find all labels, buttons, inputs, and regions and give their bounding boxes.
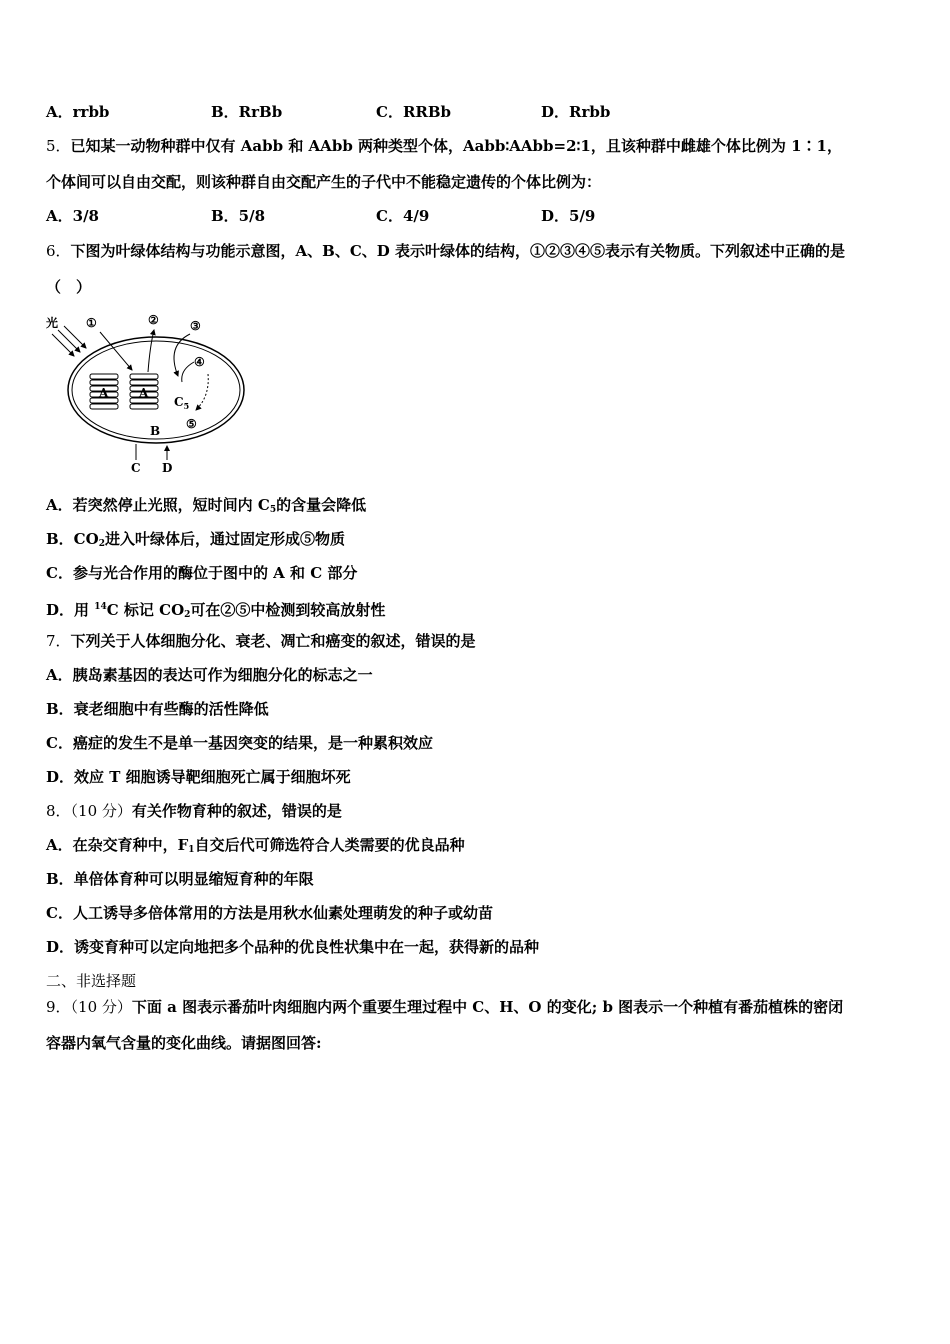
q4-option-a: A．rrbb: [46, 103, 110, 121]
q8-stem: 8．（10 分）有关作物育种的叙述，错误的是: [46, 802, 342, 820]
q9-stem-line1: 9．（10 分）下面 a 图表示番茄叶肉细胞内两个重要生理过程中 C、H、O 的变化; b 图表示一个种植有番茄植株的密闭: [46, 998, 844, 1016]
q6-stem-line2: （ ）: [46, 278, 92, 296]
q5-number: 5．: [46, 137, 71, 155]
q6-number: 6．: [46, 242, 71, 260]
q4-option-d: D．Rrbb: [541, 103, 611, 121]
stroma-label: B: [150, 424, 161, 438]
q7-stem: 7．下列关于人体细胞分化、衰老、凋亡和癌变的叙述，错误的是: [46, 632, 476, 650]
light-label: 光: [46, 316, 59, 330]
q8-option-a: A．在杂交育种中，$F_1$自交后代可筛选符合人类需要的优良品种: [46, 836, 465, 855]
q9-number: 9．（10 分）: [46, 998, 132, 1016]
q7-option-a: A．胰岛素基因的表达可作为细胞分化的标志之一: [46, 666, 373, 684]
q6-stem-text1: 下图为叶绿体结构与功能示意图，A、B、C、D 表示叶绿体的结构，①②③④⑤表示有关物质。下列叙述中正确的是: [70, 242, 846, 260]
q5-stem-text1: 已知某一动物种群中仅有 Aabb 和 AAbb 两种类型个体，Aabb∶AAbb=2∶1，且该种群中雌雄个体比例为 1∶1，: [70, 137, 842, 155]
substance-4-label: ④: [194, 355, 205, 369]
q5-option-d: D．5/9: [541, 207, 596, 225]
outer-membrane-label: D: [162, 461, 173, 475]
q5-option-c: C．4/9: [376, 207, 430, 225]
q5-option-b: B．5/8: [211, 207, 266, 225]
q8-option-c: C．人工诱导多倍体常用的方法是用秋水仙素处理萌发的种子或幼苗: [46, 904, 493, 922]
q6-option-c: C．参与光合作用的酶位于图中的 A 和 C 部分: [46, 564, 358, 582]
section-heading: 二、非选择题: [46, 972, 137, 990]
grana-label-left: A: [99, 386, 109, 400]
substance-2-label: ②: [148, 313, 159, 327]
q4-option-c: C．RRBb: [376, 103, 452, 121]
q7-option-c: C．癌症的发生不是单一基因突变的结果，是一种累积效应: [46, 734, 433, 752]
q5-stem-line2: 个体间可以自由交配，则该种群自由交配产生的子代中不能稳定遗传的个体比例为：: [46, 173, 602, 191]
substance-5-label: ⑤: [186, 417, 197, 431]
q6-stem-line1: [46, 241, 845, 261]
q8-option-d: D．诱变育种可以定向地把多个品种的优良性状集中在一起，获得新的品种: [46, 938, 540, 956]
q5-option-a: A．3/8: [46, 207, 99, 225]
substance-3-label: ③: [190, 319, 201, 333]
q9-stem-line2: 容器内氧气含量的变化曲线。请据图回答:: [46, 1034, 322, 1052]
inner-membrane-label: C: [131, 461, 141, 475]
chloroplast-diagram: [44, 312, 254, 482]
q8-option-b: B．单倍体育种可以明显缩短育种的年限: [46, 870, 314, 888]
q4-option-b: B．RrBb: [211, 103, 283, 121]
q7-option-b: B．衰老细胞中有些酶的活性降低: [46, 700, 269, 718]
q6-option-a: A．若突然停止光照，短时间内 $C_5$的含量会降低: [46, 496, 367, 515]
c5-label: $C_5$: [174, 395, 190, 411]
q6-option-d: D．用 $^{14}$C 标记 $CO_2$可在②⑤中检测到较高放射性: [46, 601, 386, 620]
q5-stem-line1: [46, 136, 842, 156]
grana-label-right: A: [139, 386, 149, 400]
substance-1-label: ①: [86, 316, 97, 330]
q8-number: 8．（10 分）: [46, 802, 132, 820]
q7-option-d: D．效应 T 细胞诱导靶细胞死亡属于细胞坏死: [46, 768, 351, 786]
q7-number: 7．: [46, 632, 71, 650]
q6-option-b: B．$CO_2$进入叶绿体后，通过固定形成⑤物质: [46, 530, 345, 549]
